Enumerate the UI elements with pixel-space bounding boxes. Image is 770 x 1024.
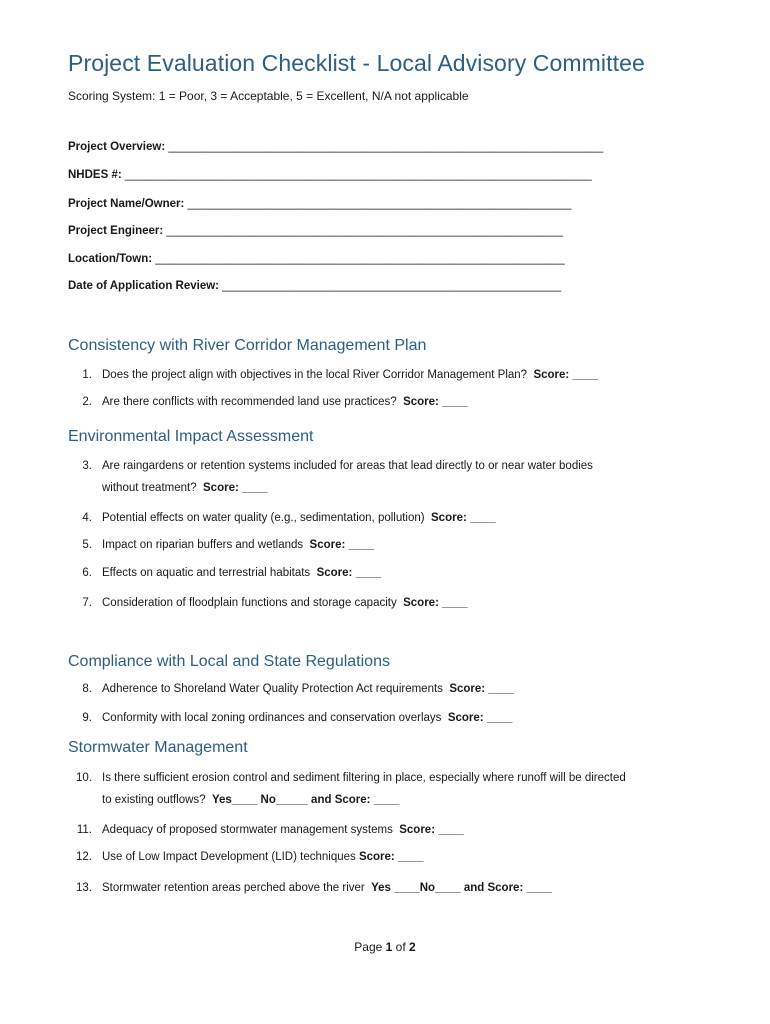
item-text: Impact on riparian buffers and wetlands (102, 539, 304, 551)
footer-prefix: Page (354, 940, 386, 954)
page-title: Project Evaluation Checklist - Local Advisory Committee (68, 50, 645, 76)
field-blank-line: ________________________________________________________________ (152, 253, 565, 265)
item-number: 7. (82, 597, 92, 609)
item-score: Score: ____ (403, 396, 468, 408)
item-score: Yes____ No_____ and Score: ____ (211, 794, 400, 806)
field-project-engineer (68, 225, 563, 237)
item-text: Is there sufficient erosion control and sediment filtering in place, especially where runoff will be directed (102, 772, 626, 784)
item-number: 6. (82, 567, 92, 579)
field-blank-line: ______________________________________________________________ (163, 225, 563, 237)
item-text: Consideration of floodplain functions and storage capacity (102, 597, 397, 609)
section-heading-compliance: Compliance with Local and State Regulations (68, 653, 390, 670)
field-label: Project Name/Owner: (68, 198, 185, 210)
item-score: Score: ____ (399, 824, 464, 836)
footer-total-pages: 2 (409, 940, 416, 954)
field-nhdes-number (68, 169, 592, 181)
field-blank-line: _____________________________________________________ (219, 280, 562, 292)
item-number: 1. (82, 369, 92, 381)
item-score: Score: ____ (447, 712, 513, 724)
item-number: 12. (76, 851, 92, 863)
field-location-town (68, 253, 565, 265)
field-label: Location/Town: (68, 253, 153, 265)
field-project-name-owner (68, 198, 571, 210)
item-text-continued: to existing outflows? (102, 794, 206, 806)
field-label: Project Overview: (68, 141, 166, 153)
item-text: Potential effects on water quality (e.g., sedimentation, pollution) (102, 512, 425, 524)
item-text: Use of Low Impact Development (LID) techniques (102, 851, 356, 863)
item-number: 8. (82, 683, 92, 695)
item-text: Conformity with local zoning ordinances and conservation overlays (102, 712, 442, 724)
item-score: Score: ____ (309, 539, 375, 551)
section-heading-environmental-impact: Environmental Impact Assessment (68, 428, 314, 445)
item-text: Adherence to Shoreland Water Quality Protection Act requirements (102, 683, 443, 695)
item-score: Score: ____ (316, 567, 382, 579)
item-text: Does the project align with objectives in the local River Corridor Management Plan? (102, 369, 528, 381)
item-number: 5. (82, 539, 92, 551)
item-text: Are there conflicts with recommended land use practices? (102, 396, 397, 408)
page-number-footer (0, 940, 770, 954)
item-number: 13. (76, 882, 92, 894)
field-blank-line: ____________________________________________________________________ (165, 141, 604, 153)
item-text: Adequacy of proposed stormwater management systems (102, 824, 393, 836)
item-number: 4. (82, 512, 92, 524)
item-score: Score: ____ (358, 851, 424, 863)
footer-current-page: 1 (385, 940, 393, 954)
item-score: Yes ____No____ and Score: ____ (371, 882, 553, 894)
item-text: Are raingardens or retention systems included for areas that lead directly to or near water bodies (102, 460, 593, 472)
item-number: 2. (82, 396, 92, 408)
field-date-of-review (68, 280, 561, 292)
item-score: Score: ____ (449, 683, 514, 695)
item-number: 3. (82, 460, 92, 472)
field-label: NHDES #: (68, 169, 122, 181)
field-blank-line: _________________________________________________________________________ (121, 169, 592, 181)
field-project-overview (68, 141, 603, 153)
item-text: Effects on aquatic and terrestrial habitats (102, 567, 311, 579)
field-label: Date of Application Review: (68, 280, 220, 292)
item-number: 10. (76, 772, 92, 784)
item-number: 9. (82, 712, 92, 724)
item-text: Stormwater retention areas perched above the river (102, 882, 365, 894)
item-text-continued: without treatment? (102, 482, 197, 494)
field-label: Project Engineer: (68, 225, 164, 237)
item-score: Score: ____ (403, 597, 468, 609)
scoring-system-note: Scoring System: 1 = Poor, 3 = Acceptable, 5 = Excellent, N/A not applicable (68, 89, 469, 103)
item-score: Score: ____ (203, 482, 268, 494)
item-score: Score: ____ (533, 369, 599, 381)
item-score: Score: ____ (431, 512, 496, 524)
item-number: 11. (76, 824, 92, 836)
section-heading-stormwater: Stormwater Management (68, 739, 248, 756)
field-blank-line: ____________________________________________________________ (184, 198, 572, 210)
section-heading-river-corridor: Consistency with River Corridor Management Plan (68, 337, 427, 354)
footer-middle: of (392, 940, 410, 954)
